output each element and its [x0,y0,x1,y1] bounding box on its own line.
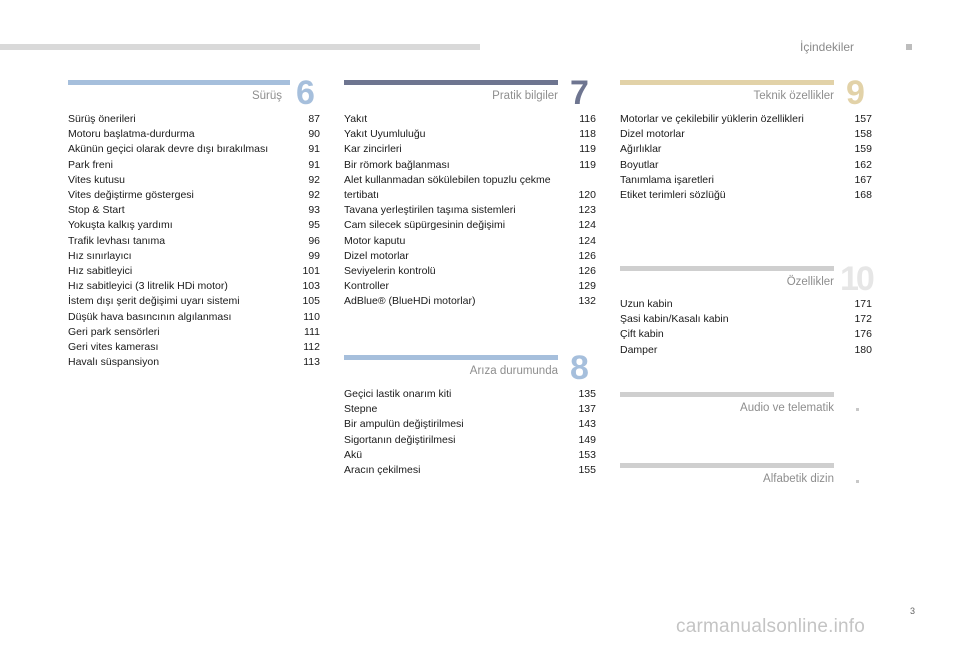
toc-entry-page: 159 [854,143,872,156]
toc-entry[interactable] [620,158,872,173]
top-decorative-bar [0,44,480,50]
section-8-header [344,349,596,387]
section-7-list [344,112,596,310]
toc-entry-title: Dizel motorlar [620,128,685,141]
toc-entry-title: Motor kaputu [344,234,406,247]
section-10-title: Özellikler [786,276,834,288]
toc-entry-title: Trafik levhası tanıma [68,234,166,247]
toc-entry-title: Akünün geçici olarak devre dışı bırakılması [68,143,269,156]
toc-entry-title: Geçici lastik onarım kiti [344,388,452,400]
toc-entry[interactable] [620,297,872,312]
toc-entry-page: 103 [302,280,320,293]
toc-entry-page: 112 [303,341,320,354]
toc-entry-page: 124 [578,219,596,232]
toc-entry[interactable] [344,387,596,402]
toc-entry-page: 143 [578,418,596,431]
section-audio-bar [620,392,834,397]
toc-entry[interactable] [344,127,596,142]
toc-entry[interactable] [620,112,872,127]
section-6-title: Sürüş [251,90,282,102]
toc-entry-page: 92 [308,173,320,186]
toc-entry-page: 91 [308,158,320,171]
toc-entry-title: Düşük hava basıncının algılanması [68,310,232,323]
toc-entry-title: Akü [344,448,363,461]
toc-entry[interactable] [68,340,320,355]
toc-entry-page: 153 [578,448,596,461]
section-9-header [620,74,872,112]
toc-entry-page: 126 [578,249,596,262]
toc-entry[interactable] [344,448,596,463]
toc-entry[interactable] [68,264,320,279]
toc-entry-title: Sürüş önerileri [68,113,136,125]
toc-entry-page: 162 [854,158,872,171]
page-number: 3 [910,606,916,616]
toc-entry-title: Bir römork bağlanması [344,158,450,171]
toc-entry-title: Seviyelerin kontrolü [344,265,436,278]
section-8-number: 8 [570,349,589,387]
toc-entry-page: 95 [308,219,320,232]
toc-entry[interactable] [68,234,320,249]
toc-entry-title: Şasi kabin/Kasalı kabin [620,313,729,326]
toc-entry-title: Yakıt Uyumluluğu [344,128,426,141]
section-10-header [620,260,872,298]
toc-entry-title: Bir ampulün değiştirilmesi [344,418,464,431]
toc-entry-title: Kontroller [344,280,389,293]
toc-entry[interactable] [344,402,596,417]
toc-entry-title: Stepne [344,403,378,416]
toc-entry-page: 137 [578,403,596,416]
toc-entry-title: Motorlar ve çekilebilir yüklerin özellikleri [620,113,804,125]
toc-entry[interactable] [68,142,320,157]
toc-entry-page: 118 [579,128,596,141]
toc-entry-title: Cam silecek süpürgesinin değişimi [344,219,506,232]
toc-entry-title: Aracın çekilmesi [344,464,421,477]
section-6-bar [68,80,290,85]
toc-entry[interactable] [344,279,596,294]
toc-entry-title: Dizel motorlar [344,249,409,262]
toc-entry[interactable] [344,112,596,127]
toc-entry-page: 119 [579,143,596,156]
toc-entry-page: 111 [304,325,320,338]
toc-entry-title: Motoru başlatma-durdurma [68,128,195,141]
toc-entry-page: 120 [578,189,596,202]
toc-entry[interactable] [68,188,320,203]
toc-entry-title: Yakıt [344,113,368,125]
toc-entry-title: Park freni [68,158,113,171]
toc-entry[interactable] [344,463,596,478]
toc-entry-title: AdBlue® (BlueHDi motorlar) [344,295,476,308]
toc-entry[interactable] [620,188,872,203]
section-7-header [344,74,596,112]
toc-entry-title: Sigortanın değiştirilmesi [344,433,456,446]
toc-entry-page: 124 [578,234,596,247]
toc-entry-title: Tavana yerleştirilen taşıma sistemleri [344,204,516,217]
toc-entry[interactable] [620,173,872,188]
page-label: İçindekiler [800,40,855,54]
toc-entry[interactable] [620,343,872,358]
toc-entry-title: Uzun kabin [620,298,673,310]
toc-entry[interactable] [344,264,596,279]
toc-entry-page: 105 [302,295,320,308]
section-index-title: Alfabetik dizin [763,473,834,485]
section-6-header [68,74,320,112]
toc-entry-title: Havalı süspansiyon [68,356,160,369]
toc-entry-title: Damper [620,343,658,356]
toc-entry[interactable] [620,312,872,327]
toc-entry[interactable] [68,355,320,370]
toc-entry[interactable] [344,142,596,157]
toc-entry-title: Tanımlama işaretleri [620,173,714,186]
toc-entry[interactable] [68,127,320,142]
toc-entry-title: Hız sabitleyici [68,265,133,278]
toc-entry[interactable] [344,417,596,432]
toc-entry-page: 91 [308,143,320,156]
section-10-list [620,297,872,358]
toc-entry-page: 149 [578,433,596,446]
section-audio-title: Audio ve telematik [740,402,834,414]
toc-entry[interactable] [68,310,320,325]
toc-entry-title: Geri vites kamerası [68,341,159,354]
watermark: carmanualsonline.info [676,616,866,637]
toc-entry-page: 135 [578,388,596,400]
section-8-title: Arıza durumunda [469,365,558,377]
toc-entry-page: 119 [579,158,596,171]
section-audio-header [620,392,872,422]
section-7-number: 7 [570,74,589,112]
toc-entry[interactable] [344,158,596,173]
toc-entry-page: 172 [854,313,872,326]
toc-entry-page: 113 [303,356,320,369]
toc-entry-title: Alet kullanmadan sökülebilen topuzlu çekme tertibatı [344,173,551,202]
toc-entry[interactable] [344,249,596,264]
toc-entry-title: Hız sabitleyici (3 litrelik HDi motor) [68,280,228,293]
toc-entry[interactable] [344,294,596,309]
toc-entry[interactable] [620,142,872,157]
section-index-marker [856,480,859,483]
section-10-bar [620,266,834,271]
section-9-title: Teknik özellikler [753,90,834,102]
toc-entry-title: Ağırlıklar [620,143,662,156]
section-audio-marker [856,408,859,411]
toc-entry[interactable] [68,112,320,127]
section-6-list [68,112,320,370]
toc-entry-page: 101 [302,265,320,278]
toc-entry[interactable] [68,325,320,340]
toc-entry[interactable] [344,203,596,218]
toc-entry[interactable] [344,173,596,203]
section-7-bar [344,80,558,85]
toc-entry-page: 93 [308,204,320,217]
toc-entry-page: 171 [854,298,872,310]
toc-entry-page: 126 [578,265,596,278]
toc-entry[interactable] [620,127,872,142]
toc-entry-title: Kar zincirleri [344,143,402,156]
toc-entry-page: 90 [308,128,320,141]
section-9-number: 9 [846,74,865,112]
toc-entry-title: Vites değiştirme göstergesi [68,189,194,202]
toc-entry[interactable] [68,294,320,309]
toc-entry-page: 129 [578,280,596,293]
toc-entry-page: 176 [854,328,872,341]
toc-entry[interactable] [344,218,596,233]
toc-entry-page: 87 [308,113,320,125]
toc-entry-title: Stop & Start [68,204,125,217]
toc-entry-page: 180 [854,343,872,356]
toc-entry-page: 155 [578,464,596,477]
toc-entry[interactable] [344,433,596,448]
section-10-number: 10 [840,260,872,298]
section-8-list [344,387,596,478]
toc-entry[interactable] [68,279,320,294]
toc-entry-page: 116 [579,113,596,125]
section-8-bar [344,355,558,360]
toc-entry[interactable] [68,173,320,188]
toc-entry-title: Yokuşta kalkış yardımı [68,219,173,232]
toc-entry[interactable] [68,249,320,264]
toc-entry[interactable] [68,218,320,233]
page-label-square [906,44,912,50]
toc-entry-title: Çift kabin [620,328,664,341]
toc-entry-title: Vites kutusu [68,173,126,186]
toc-entry[interactable] [344,234,596,249]
toc-entry-page: 96 [308,234,320,247]
section-6-number: 6 [296,74,315,112]
toc-entry-title: İstem dışı şerit değişimi uyarı sistemi [68,295,240,308]
toc-entry-page: 132 [578,295,596,308]
toc-entry-title: Boyutlar [620,158,659,171]
toc-entry[interactable] [68,158,320,173]
toc-entry-page: 158 [854,128,872,141]
toc-entry-title: Hız sınırlayıcı [68,249,132,262]
toc-entry-title: Geri park sensörleri [68,325,160,338]
toc-entry-page: 99 [308,249,320,262]
section-7-title: Pratik bilgiler [492,90,558,102]
toc-entry-page: 92 [308,189,320,202]
toc-entry-page: 167 [854,173,872,186]
toc-entry[interactable] [620,327,872,342]
toc-entry-page: 123 [578,204,596,217]
section-index-header [620,463,872,493]
toc-entry-page: 110 [303,310,320,323]
toc-entry[interactable] [68,203,320,218]
section-index-bar [620,463,834,468]
section-9-list [620,112,872,203]
section-9-bar [620,80,834,85]
toc-entry-page: 157 [854,113,872,125]
toc-entry-page: 168 [854,189,872,202]
toc-entry-title: Etiket terimleri sözlüğü [620,189,726,202]
